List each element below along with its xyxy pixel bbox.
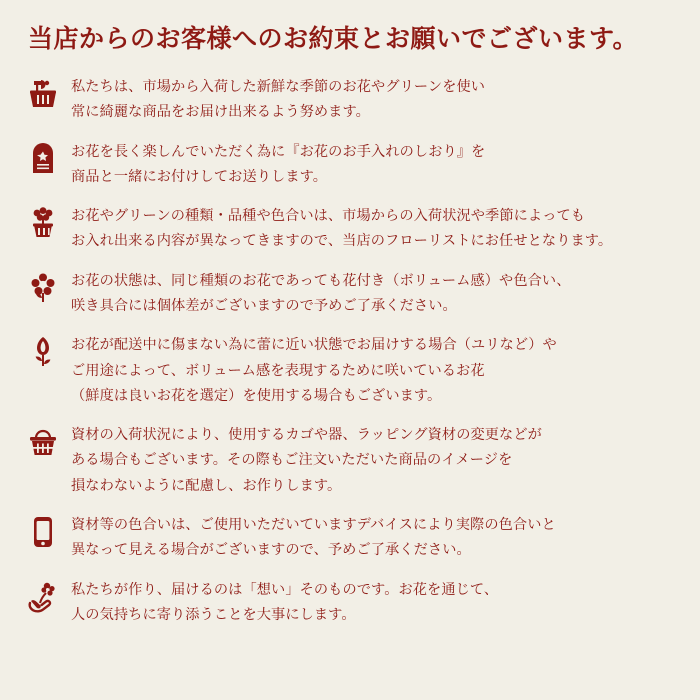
list-item xyxy=(26,268,678,320)
potted-bouquet-icon xyxy=(26,205,60,241)
basket-icon xyxy=(26,424,60,460)
promise-text: 資材の入荷状況により、使用するカゴや器、ラッピング資材の変更などが ある場合もございます。その際もご注文いただいた商品のイメージを 損なわないように配慮し、お作りします。 xyxy=(71,427,542,494)
promise-text: 私たちは、市場から入荷した新鮮な季節のお花やグリーンを使い 常に綺麗な商品をお届け出来るよう努めます。 xyxy=(71,79,486,121)
list-item xyxy=(26,203,678,255)
flower-basket-icon xyxy=(26,76,60,112)
promise-text: お花が配送中に傷まない為に蕾に近い状態でお届けする場合（ユリなど）や ご用途によって、ボリューム感を表現するために咲いているお花 （鮮度は良いお花を選定）を使用する場合もございます。 xyxy=(71,337,557,404)
promise-text: お花を長く楽しんでいただく為に『お花のお手入れのしおり』を 商品と一緒にお付けしてお送りします。 xyxy=(71,143,486,185)
promise-text: 私たちが作り、届けるのは「想い」そのものです。お花を通じて、 人の気持ちに寄り添うことを大事にします。 xyxy=(71,581,499,623)
list-item xyxy=(26,332,678,409)
promise-text: お花の状態は、同じ種類のお花であっても花付き（ボリューム感）や色合い、 咲き具合には個体差がございますので予めご了承ください。 xyxy=(71,272,571,314)
hand-holding-flower-icon xyxy=(26,579,60,615)
promise-text: 資材等の色合いは、ご使用いただいていますデバイスにより実際の色合いと 異なって見える場合がございますので、予めご了承ください。 xyxy=(71,516,556,559)
list-item xyxy=(26,139,678,191)
bud-flower-icon xyxy=(26,334,60,370)
promise-text: お花やグリーンの種類・品種や色合いは、市場からの入荷状況や季節によっても お入れ出来る内容が異なってきますので、当店のフローリストにお任せとなります。 xyxy=(71,208,613,250)
promise-list xyxy=(26,74,678,628)
single-flower-icon xyxy=(26,270,60,306)
list-item xyxy=(26,74,678,126)
list-item xyxy=(26,577,678,629)
page-title: 当店からのお客様へのお約束とお願いでございます。 xyxy=(28,25,639,53)
list-item xyxy=(26,512,678,564)
smartphone-icon xyxy=(26,514,60,550)
care-guide-booklet-icon xyxy=(26,141,60,177)
list-item xyxy=(26,422,678,499)
